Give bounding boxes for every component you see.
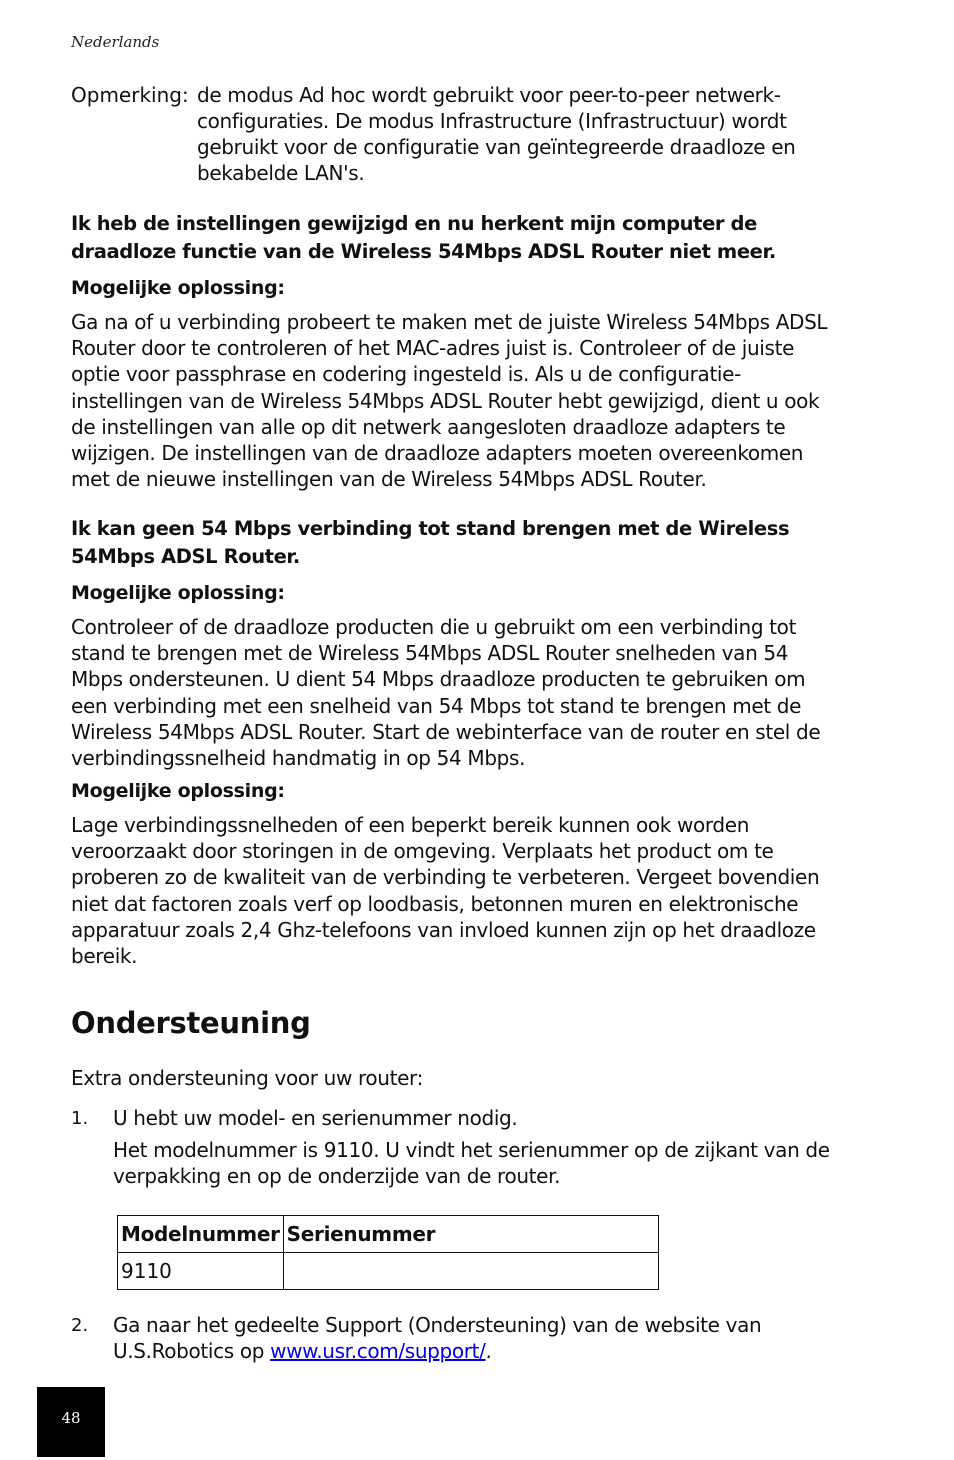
table-header-model: Modelnummer [118,1216,284,1253]
solution-body-1 [71,309,861,492]
link-suffix: . [485,1339,492,1363]
question-heading-2 [71,515,861,571]
body-line: niet dat factoren zoals verf op loodbasis, betonnen muren en elektronische [71,891,799,916]
page-number-box [37,1387,105,1457]
question-heading-1 [71,210,861,266]
body-line: instellingen van de Wireless 54Mbps ADSL Router hebt gewijzigd, dient u ook [71,388,820,413]
model-serial-table [117,1215,659,1290]
list-line [113,1338,873,1364]
solution-body-2 [71,614,861,771]
note-line: bekabelde LAN's. [197,161,365,185]
body-line: wijzigen. De instellingen van de draadloze adapters moeten overeenkomen [71,441,804,466]
body-line: met de nieuwe instellingen van de Wireless 54Mbps ADSL Router. [71,467,707,492]
body-line: Wireless 54Mbps ADSL Router. Start de webinterface van de router en stel de [71,719,821,744]
body-line: proberen zo de kwaliteit van de verbinding te verbeteren. Vergeet bovendien [71,865,820,890]
table-cell-serial [283,1253,658,1290]
body-line: een verbinding met een snelheid van 54 Mbps tot stand te brengen met de [71,693,802,718]
table-cell-model: 9110 [118,1253,284,1290]
body-line: Lage verbindingssnelheden of een beperkt bereik kunnen ook worden [71,813,750,837]
section-title: Ondersteuning [71,1006,311,1040]
detail-line: verpakking en op de onderzijde van de router. [113,1164,561,1188]
table-header-row [118,1216,659,1253]
list-item-text: U hebt uw model- en serienummer nodig. [113,1106,518,1130]
question-heading-line: draadloze functie van de Wireless 54Mbps ADSL Router niet meer. [71,240,776,263]
body-line: Controleer of de draadloze producten die u gebruikt om een verbinding tot [71,615,797,639]
support-link[interactable]: www.usr.com/support/ [270,1339,486,1363]
link-prefix: U.S.Robotics op [113,1339,271,1363]
table-header-serial: Serienummer [283,1216,658,1253]
body-line: Mbps ondersteunen. U dient 54 Mbps draadloze producten te gebruiken om [71,667,806,692]
body-line: veroorzaakt door storingen in de omgeving. Verplaats het product om te [71,839,774,864]
question-heading-line: Ik heb de instellingen gewijzigd en nu herkent mijn computer de [71,212,757,235]
note-line: configuraties. De modus Infrastructure (Infrastructuur) wordt [197,109,787,133]
note-text [197,82,851,186]
solution-label: Mogelijke oplossing: [71,780,285,802]
note-label: Opmerking: [71,83,189,107]
table-row [118,1253,659,1290]
note-block [71,82,851,186]
body-line: apparatuur zoals 2,4 Ghz-telefoons van invloed kunnen zijn op het draadloze [71,917,816,942]
note-line: de modus Ad hoc wordt gebruikt voor peer-to-peer netwerk- [197,83,781,107]
question-heading-line: 54Mbps ADSL Router. [71,545,300,568]
support-intro: Extra ondersteuning voor uw router: [71,1066,423,1090]
body-line: bereik. [71,944,138,969]
question-heading-line: Ik kan geen 54 Mbps verbinding tot stand brengen met de Wireless [71,517,790,540]
page-number: 48 [61,1409,81,1427]
body-line: stand te brengen met de Wireless 54Mbps ADSL Router snelheden van 54 [71,641,789,666]
body-line: Router door te controleren of het MAC-adres juist is. Controleer of de juiste [71,336,795,361]
body-line: Ga na of u verbinding probeert te maken met de juiste Wireless 54Mbps ADSL [71,310,828,334]
solution-label: Mogelijke oplossing: [71,582,285,604]
list-line: Ga naar het gedeelte Support (Ondersteuning) van de website van [113,1313,762,1337]
note-line: gebruikt voor de configuratie van geïntegreerde draadloze en [197,135,796,159]
list-number: 2. [71,1315,89,1336]
solution-body-3 [71,812,861,969]
detail-line: Het modelnummer is 9110. U vindt het serienummer op de zijkant van de [113,1138,830,1162]
list-item-text-2 [113,1312,873,1364]
body-line: de instellingen van alle op dit netwerk aangesloten draadloze adapters te [71,414,786,439]
body-line: optie voor passphrase en codering ingesteld is. Als u de configuratie- [71,362,741,387]
list-number: 1. [71,1108,89,1129]
solution-label: Mogelijke oplossing: [71,277,285,299]
body-line: verbindingssnelheid handmatig in op 54 Mbps. [71,746,526,771]
running-head: Nederlands [71,33,160,51]
list-item-detail [113,1137,873,1189]
